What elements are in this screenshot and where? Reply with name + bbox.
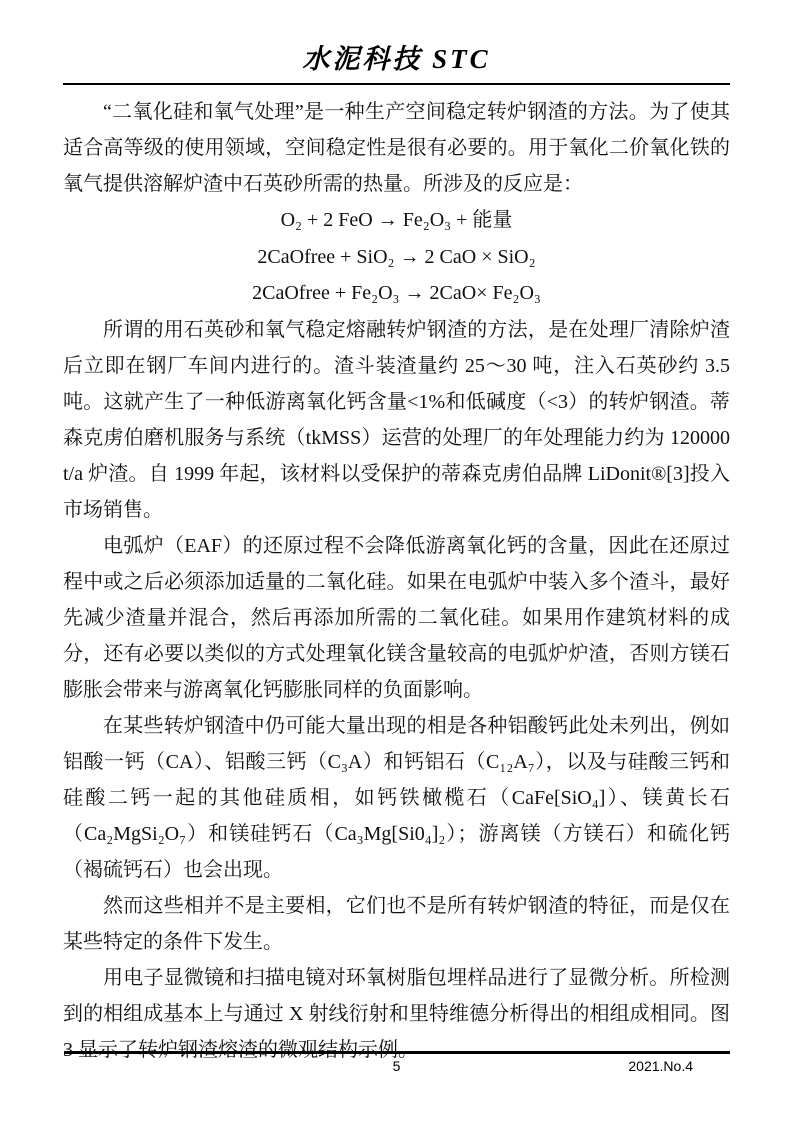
footer-rule (64, 1051, 730, 1054)
paragraph: 电弧炉（EAF）的还原过程不会降低游离氧化钙的含量，因此在还原过程中或之后必须添加适量的二氧化硅。如果在电弧炉中装入多个渣斗，最好先减少渣量并混合，然后再添加所需的二氧化硅。如果用作建筑材料的成分，还有必要以类似的方式处理氧化镁含量较高的电弧炉炉渣，否则方镁石膨胀会带来与游离氧化钙膨胀同样的负面影响。 (63, 534, 730, 701)
page-number: 5 (392, 1058, 401, 1074)
paragraph: 在某些转炉钢渣中仍可能大量出现的相是各种铝酸钙此处未列出，例如铝酸一钙（CA）、铝酸三钙（C₃A）和钙铝石（C₁₂A₇），以及与硅酸三钙和硅酸二钙一起的其他硅质相，如钙铁橄榄石（CaFe[SiO₄]）、镁黄长石（Ca₂MgSi₂O₇）和镁硅钙石（Ca₃Mg[Si0₄]₂）；游离镁（方镁石）和硫化钙（褐硫钙石）也会出现。 (63, 714, 730, 881)
journal-title: 水泥科技 STC (302, 44, 491, 74)
paragraph: “二氧化硅和氧气处理”是一种生产空间稳定转炉钢渣的方法。为了使其适合高等级的使用领域，空间稳定性是很有必要的。用于氧化二价氧化铁的氧气提供溶解炉渣中石英砂所需的热量。所涉及的反应是： (63, 101, 730, 195)
document-body (63, 94, 730, 1068)
header-rule (63, 83, 730, 85)
equation-line-1: O₂ + 2 FeO → Fe₂O₃ + 能量 (280, 209, 513, 231)
equation-block (63, 202, 730, 312)
issue-label: 2021.No.4 (628, 1058, 693, 1074)
paragraph: 用电子显微镜和扫描电镜对环氧树脂包埋样品进行了显微分析。所检测到的相组成基本上与通过 X 射线衍射和里特维德分析得出的相组成相同。图 3 显示了转炉钢渣熔渣的微观结构示例。 (63, 966, 730, 1061)
paragraph: 所谓的用石英砂和氧气稳定熔融转炉钢渣的方法，是在处理厂清除炉渣后立即在钢厂车间内进行的。渣斗装渣量约 25～30 吨，注入石英砂约 3.5 吨。这就产生了一种低游离氧化钙含量<1%和低碱度（<3）的转炉钢渣。蒂森克虏伯磨机服务与系统（tkMSS）运营的处理厂的年处理能力约为 120000 t/a 炉渣。自 1999 年起，该材料以受保护的蒂森克虏伯品牌 LiDonit®[3]投入市场销售。 (63, 318, 730, 521)
paragraph: 然而这些相并不是主要相，它们也不是所有转炉钢渣的特征，而是仅在某些特定的条件下发生。 (63, 894, 730, 953)
page-header (0, 0, 793, 76)
equation-line-3: 2CaOfree + Fe₂O₃ → 2CaO× Fe₂O₃ (252, 282, 541, 304)
equation-line-2: 2CaOfree + SiO₂ → 2 CaO × SiO₂ (257, 245, 536, 268)
